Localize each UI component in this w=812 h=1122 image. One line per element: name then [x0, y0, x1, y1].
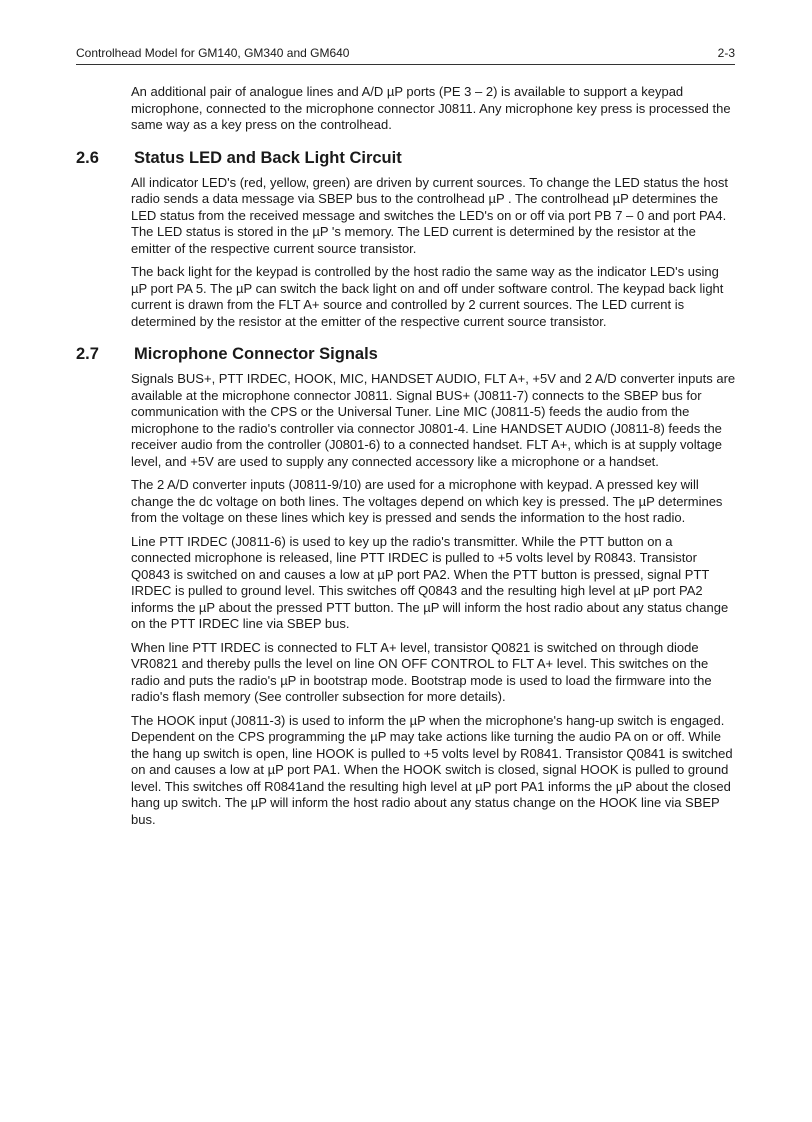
- section-title: Microphone Connector Signals: [134, 345, 378, 363]
- body-paragraph: Line PTT IRDEC (J0811-6) is used to key up the radio's transmitter. While the PTT button on a connected microphone is released, line PTT IRDEC is pulled to +5 volts level by R0843. Transistor Q0843 is switched on and causes a low at µP port PA2. When the PTT button is pressed, signal PTT IRDEC is pulled to ground level. This switches off Q0843 and the resulting high level at µP port PA2 informs the µP about the pressed PTT button. The µP will inform the host radio about any status change on the PTT IRDEC line via SBEP bus.: [131, 533, 729, 631]
- section-2-7: [76, 344, 736, 828]
- section-heading: [76, 344, 736, 364]
- body-paragraph: All indicator LED's (red, yellow, green) are driven by current sources. To change the LED status the host radio sends a data message via SBEP bus to the controlhead µP . The controlhead µP determines the LED status from the received message and switches the LED's on or off via port PB 7 – 0 and port PA4. The LED status is stored in the µP 's memory. The LED current is determined by the resistor at the emitter of the respective current source transistor.: [131, 174, 728, 256]
- header-rule: [76, 64, 735, 65]
- body-paragraph: The HOOK input (J0811-3) is used to inform the µP when the microphone's hang-up switch is engaged. Dependent on the CPS programming the µP may take actions like turning the audio PA on or off. While the hang up switch is open, line HOOK is pulled to +5 volts level by R0841. Transistor Q0841 is switched on and causes a low at µP port PA1. When the HOOK switch is closed, signal HOOK is pulled to ground level. This switches off R0841and the resulting high level at µP port PA1 informs the µP about the closed hang up switch. The µP will inform the host radio about any status change on the HOOK line via SBEP bus.: [131, 712, 733, 827]
- body-paragraph: The back light for the keypad is controlled by the host radio the same way as the indicator LED's using µP port PA 5. The µP can switch the back light on and off under software control. The keypad back light current is drawn from the FLT A+ source and controlled by 2 current sources. The LED current is determined by the resistor at the emitter of the respective current source transistor.: [131, 264, 724, 329]
- page-number: 2-3: [717, 46, 735, 60]
- section-number: 2.6: [76, 148, 99, 167]
- body-paragraph: When line PTT IRDEC is connected to FLT A+ level, transistor Q0821 is switched on through diode VR0821 and thereby pulls the level on line ON OFF CONTROL to FLT A+ level. This switches on the radio and puts the radio's µP in bootstrap mode. Bootstrap mode is used to load the firmware into the radio's flash memory (See controller subsection for more details).: [131, 639, 712, 704]
- page-body: [76, 84, 736, 835]
- body-paragraph: The 2 A/D converter inputs (J0811-9/10) are used for a microphone with keypad. A pressed key will change the dc voltage on both lines. The voltages depend on which key is pressed. The µP determines from the voltage on these lines which key is pressed and sends the information to the host radio.: [131, 477, 723, 525]
- body-paragraph: Signals BUS+, PTT IRDEC, HOOK, MIC, HANDSET AUDIO, FLT A+, +5V and 2 A/D converter inputs are available at the microphone connector J0811. Signal BUS+ (J0811-7) connects to the SBEP bus for communication with the CPS or the Universal Tuner. Line MIC (J0811-5) feeds the audio from the microphone to the radio's controller via connector J0801-4. Line HANDSET AUDIO (J0811-8) feeds the receiver audio from the controller (J0801-6) to a connected handset. FLT A+, which is at supply voltage level, and +5V are used to supply any connected accessory like a microphone or a handset.: [131, 371, 736, 469]
- intro-paragraph: An additional pair of analogue lines and A/D µP ports (PE 3 – 2) is available to support a keypad microphone, connected to the microphone connector J0811. Any microphone key press is processed the same way as a key press on the controlhead.: [131, 84, 731, 132]
- section-title: Status LED and Back Light Circuit: [134, 148, 402, 167]
- running-header: [76, 46, 735, 60]
- section-2-6: [76, 148, 736, 331]
- header-title: Controlhead Model for GM140, GM340 and GM640: [76, 46, 350, 60]
- section-number: 2.7: [76, 345, 99, 363]
- section-heading: [76, 148, 736, 168]
